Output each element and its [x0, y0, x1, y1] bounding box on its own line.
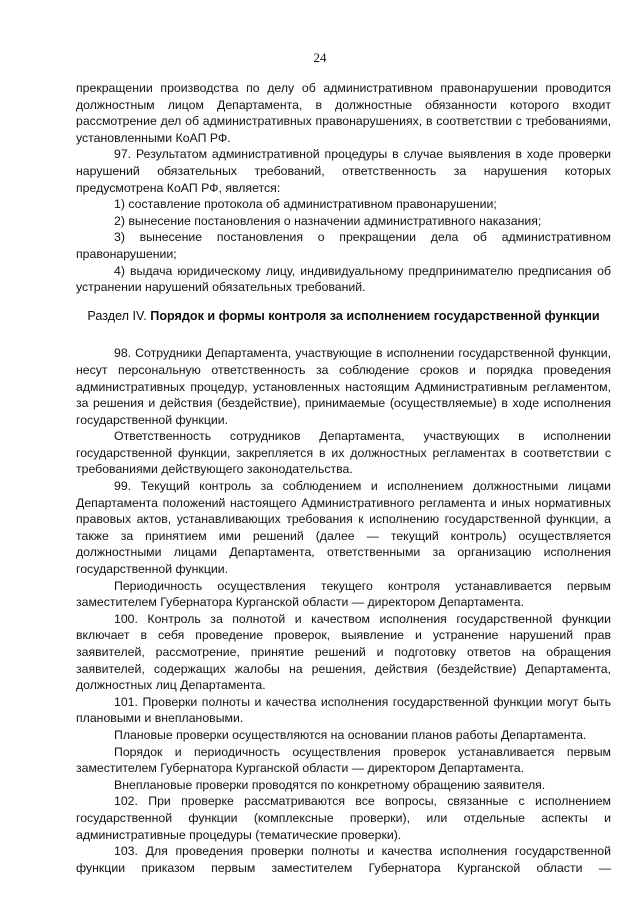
- section-title: Порядок и формы контроля за исполнением государственной функции: [150, 308, 600, 323]
- section-prefix: Раздел IV.: [87, 308, 151, 323]
- paragraph: 102. При проверке рассматриваются все вопросы, связанные с исполнением государственной функции (комплексные проверки), или отдельные аспекты и административные процедуры (тематические проверки).: [76, 794, 611, 842]
- top-paragraphs: [76, 80, 611, 296]
- section-heading: [76, 308, 611, 325]
- page-number: 24: [313, 50, 327, 65]
- paragraph: 103. Для проведения проверки полноты и качества исполнения государственной функции приказом первым заместителем Губернатора Курганской области —: [76, 844, 611, 875]
- paragraph: 4) выдача юридическому лицу, индивидуальному предпринимателю предписания об устранении нарушений обязательных требований.: [76, 263, 611, 295]
- paragraph: 99. Текущий контроль за соблюдением и исполнением должностными лицами Департамента положений настоящего Административного регламента и иных нормативных правовых актов, устанавливающих требования к исполнению государственной функции, а также за принятием ими решений (далее — текущий контроль) осуществляется должностными лицами Департамента, ответственными за организацию исполнения государственной функции.: [76, 479, 611, 577]
- paragraph: 1) составление протокола об административном правонарушении;: [114, 197, 497, 212]
- paragraph: 3) вынесение постановления о прекращении дела об административном правонарушении;: [76, 230, 611, 261]
- paragraph: Ответственность сотрудников Департамента, участвующих в исполнении государственной функции, закрепляется в их должностных регламентах в соответствии с требованиями действующего законодательства.: [76, 429, 611, 477]
- bottom-paragraphs: [76, 345, 611, 876]
- paragraph: 101. Проверки полноты и качества исполнения государственной функции могут быть плановыми и внеплановыми.: [76, 694, 611, 726]
- paragraph: Периодичность осуществления текущего контроля устанавливается первым заместителем Губернатора Курганской области — директором Департамента.: [76, 578, 611, 610]
- paragraph: Внеплановые проверки проводятся по конкретному обращению заявителя.: [114, 777, 546, 792]
- paragraph: 100. Контроль за полнотой и качеством исполнения государственной функции включает в себя проведение проверок, выявление и устранение нарушений прав заявителей, рассмотрение, принятие решений и подготовку ответов на обращения заявителей, содержащих жалобы на решения, действия (бездействие) Департамента, должностных лиц Департамента.: [76, 611, 611, 693]
- paragraph: Порядок и периодичность осуществления проверок устанавливается первым заместителем Губернатора Курганской области — директором Департамента.: [76, 744, 611, 776]
- document-body: [76, 80, 611, 876]
- paragraph: 97. Результатом административной процедуры в случае выявления в ходе проверки нарушений обязательных требований, ответственность за нарушения которых предусмотрена КоАП РФ, является:: [76, 147, 611, 195]
- paragraph: Плановые проверки осуществляются на основании планов работы Департамента.: [114, 727, 587, 742]
- paragraph: прекращении производства по делу об административном правонарушении проводится должностным лицом Департамента, в должностные обязанности которого входит рассмотрение дел об административных правонарушениях, в соответствии с требованиями, установленными КоАП РФ.: [76, 81, 611, 145]
- paragraph: 2) вынесение постановления о назначении административного наказания;: [114, 213, 542, 228]
- paragraph: 98. Сотрудники Департамента, участвующие в исполнении государственной функции, несут персональную ответственность за соблюдение сроков и порядка проведения административных процедур, установленных настоящим Административным регламентом, за решения и действия (бездействие), принимаемые (осуществляемые) в ходе исполнения государственной функции.: [76, 346, 611, 427]
